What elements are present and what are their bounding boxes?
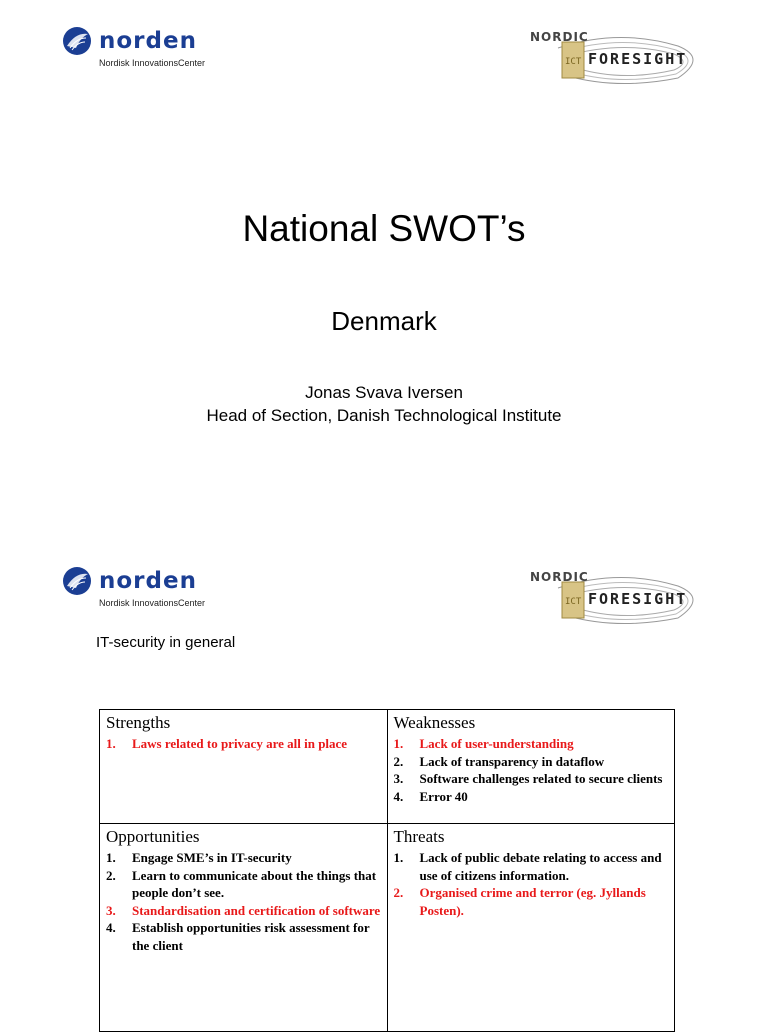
author-role: Head of Section, Danish Technological Institute: [206, 406, 562, 425]
norden-swan-icon: [62, 26, 92, 56]
list-item: [394, 753, 669, 771]
foresight-wordmark: FORESIGHT: [588, 50, 688, 68]
norden-logo: [62, 566, 222, 612]
list-item-number: 2.: [393, 885, 404, 900]
nordic-foresight-logo: [528, 28, 714, 86]
list-item-text: Laws related to privacy are all in place: [132, 736, 348, 751]
list-item-number: 1.: [393, 850, 404, 865]
list-item: [394, 884, 669, 919]
nordic-foresight-logo: [528, 568, 714, 626]
list-item-number: 2.: [106, 867, 116, 883]
strengths-list: [106, 735, 381, 753]
strengths-cell: [100, 710, 388, 824]
list-item-number: 1.: [106, 850, 116, 865]
list-item-text: Lack of user-understanding: [419, 736, 574, 751]
threats-list: [394, 849, 669, 919]
list-item-number: 4.: [393, 788, 404, 804]
opportunities-list: [106, 849, 381, 954]
list-item-text: Software challenges related to secure clients: [419, 771, 663, 786]
foresight-wordmark: FORESIGHT: [588, 590, 688, 608]
weaknesses-title: Weaknesses: [393, 713, 476, 732]
author-name: Jonas Svava Iversen: [305, 383, 463, 402]
norden-subtitle: Nordisk InnovationsCenter: [99, 598, 206, 608]
opportunities-title: Opportunities: [106, 827, 200, 846]
list-item-text: Standardisation and certification of software: [132, 902, 381, 918]
threats-cell: [387, 824, 675, 1032]
list-item: [106, 849, 381, 867]
list-item: [394, 849, 669, 884]
norden-wordmark: norden: [99, 568, 197, 594]
list-item: [394, 770, 669, 788]
list-item-number: 3.: [393, 771, 404, 786]
nordic-wordmark: NORDIC: [530, 570, 589, 584]
list-item: [394, 788, 669, 806]
slide-title: National SWOT’s: [242, 208, 526, 249]
weaknesses-list: [394, 735, 669, 805]
list-item-number: 2.: [393, 753, 404, 769]
author-block: [0, 381, 768, 427]
norden-subtitle: Nordisk InnovationsCenter: [99, 58, 206, 68]
list-item-number: 3.: [106, 902, 116, 918]
opportunities-cell: [100, 824, 388, 1032]
swot-table: [99, 709, 675, 1032]
strengths-title: Strengths: [106, 713, 171, 732]
list-item-text: Error 40: [419, 788, 468, 804]
weaknesses-cell: [387, 710, 675, 824]
svg-text:ICT: ICT: [565, 597, 582, 607]
list-item: [394, 735, 669, 753]
threats-title: Threats: [393, 827, 445, 846]
list-item-text: Lack of public debate relating to access and use of citizens information.: [419, 850, 662, 883]
swot-slide: [0, 540, 768, 1024]
norden-logo: [62, 26, 222, 72]
list-item: [106, 919, 381, 954]
section-title: IT-security in general: [96, 634, 236, 651]
list-item-text: Establish opportunities risk assessment for the client: [132, 920, 370, 953]
list-item: [106, 902, 381, 920]
list-item-number: 1.: [106, 736, 116, 751]
nordic-wordmark: NORDIC: [530, 30, 589, 44]
list-item-number: 4.: [106, 920, 116, 935]
norden-swan-icon: [62, 566, 92, 596]
svg-text:ICT: ICT: [565, 57, 582, 67]
norden-wordmark: norden: [99, 28, 197, 54]
list-item-text: Lack of transparency in dataflow: [419, 753, 605, 769]
list-item-text: Learn to communicate about the things that people don’t see.: [132, 867, 377, 900]
list-item-number: 1.: [393, 736, 404, 751]
slide-subtitle: Denmark: [331, 306, 437, 336]
list-item: [106, 867, 381, 902]
list-item-text: Engage SME’s in IT-security: [132, 850, 292, 865]
list-item: [106, 735, 381, 753]
list-item-text: Organised crime and terror (eg. Jyllands Posten).: [419, 885, 646, 918]
